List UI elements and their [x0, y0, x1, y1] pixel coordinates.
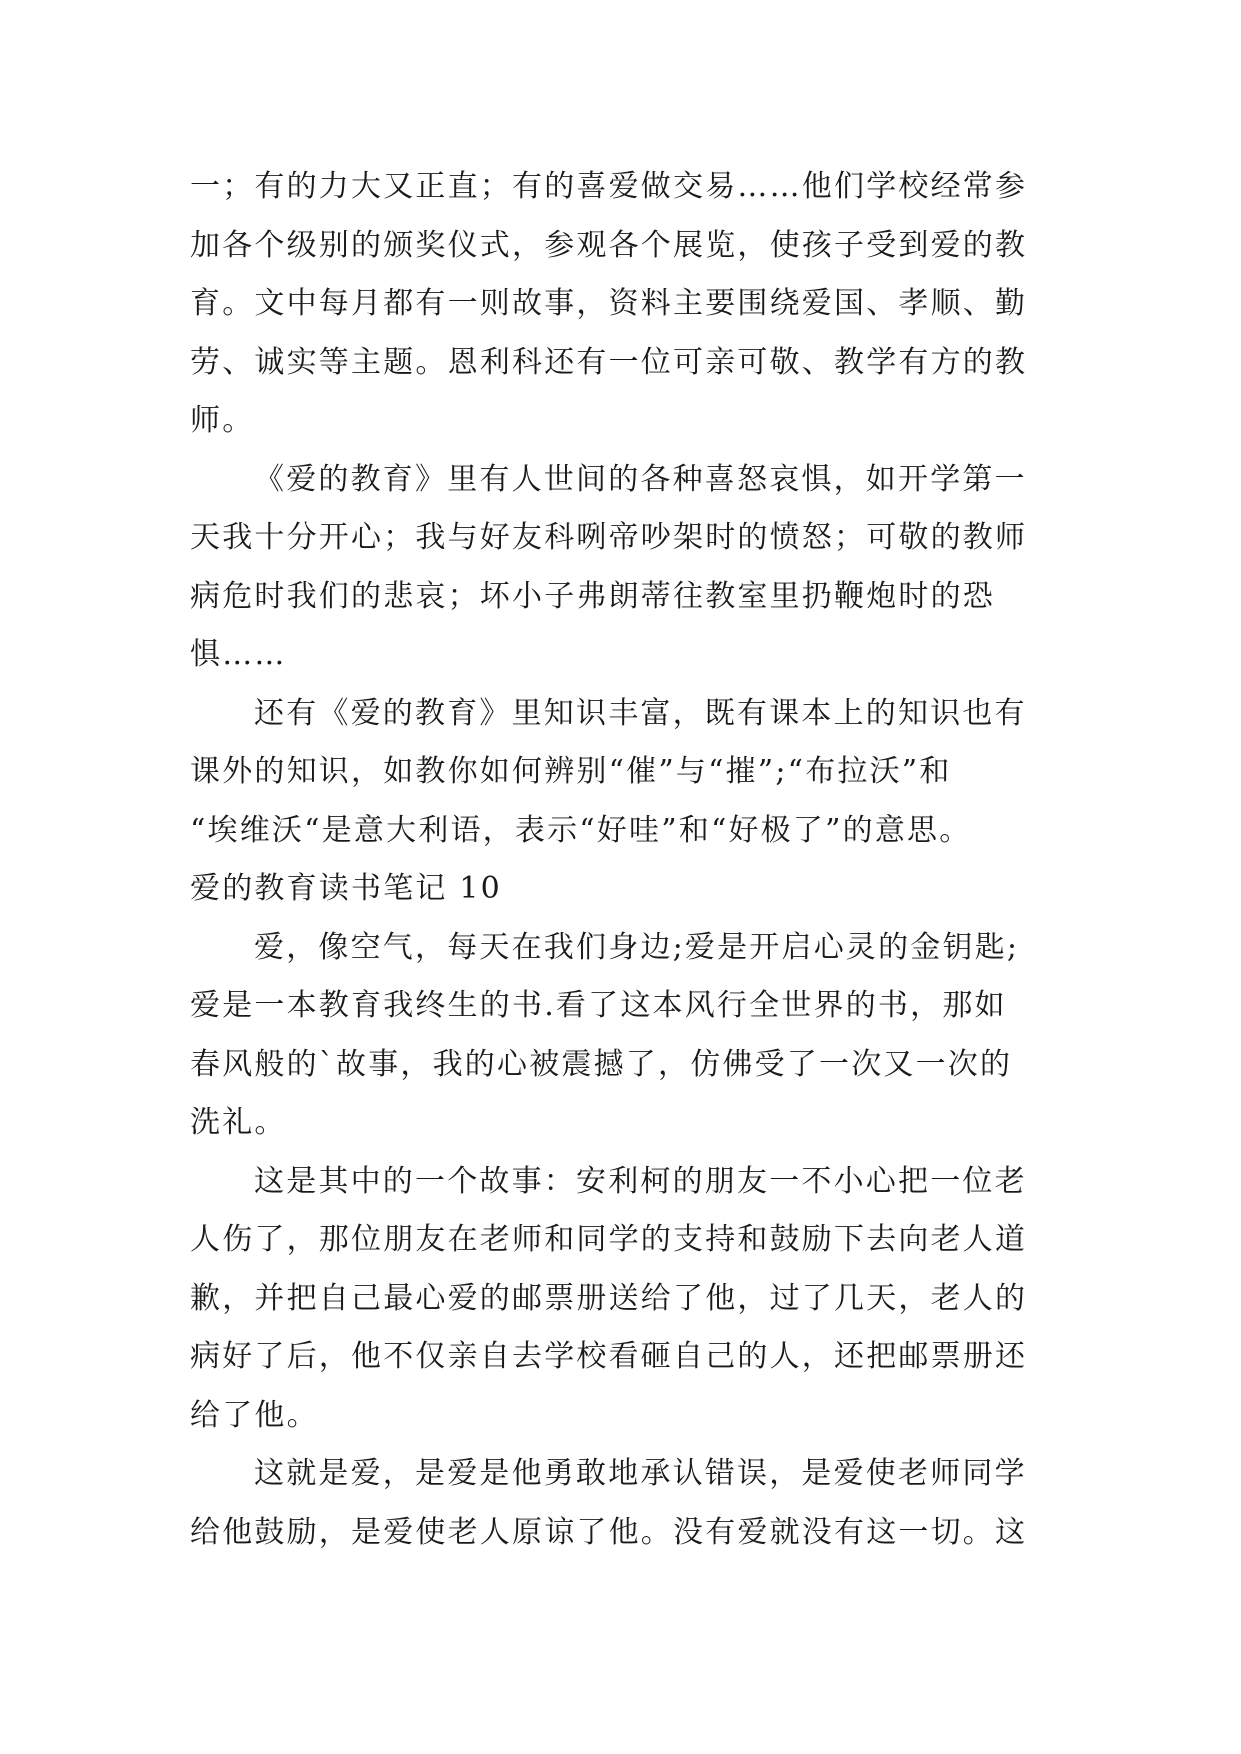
paragraph [190, 451, 1050, 685]
paragraph [190, 158, 1050, 451]
text-line: 人伤了，那位朋友在老师和同学的支持和鼓励下去向老人道 [190, 1222, 1028, 1257]
text-line: 课外的知识，如教你如何辨别“催”与“摧”;“布拉沃”和 [190, 754, 952, 789]
text-line: 病好了后，他不仅亲自去学校看砸自己的人，还把邮票册还 [190, 1339, 1028, 1374]
text-line: 《爱的教育》里有人世间的各种喜怒哀惧，如开学第一 [254, 461, 1027, 497]
paragraph [190, 1445, 1050, 1562]
paragraph [190, 1153, 1050, 1446]
heading-text: 爱的教育读书笔记 10 [190, 871, 502, 906]
text-line: 劳、诚实等主题。恩利科还有一位可亲可敬、教学有方的教 [190, 344, 1028, 380]
text-line: 这就是爱，是爱是他勇敢地承认错误，是爱使老师同学 [254, 1456, 1027, 1491]
text-line: 这是其中的一个故事：安利柯的朋友一不小心把一位老 [254, 1163, 1027, 1199]
paragraph [190, 919, 1050, 1153]
text-line: 春风般的`故事，我的心被震撼了，仿佛受了一次又一次的 [190, 1046, 1013, 1082]
text-line: “埃维沃“是意大利语，表示“好哇”和“好极了”的意思。 [190, 812, 972, 848]
section-heading [190, 860, 1050, 919]
paragraph [190, 685, 1050, 861]
text-line: 加各个级别的颁奖仪式，参观各个展览，使孩子受到爱的教 [190, 227, 1028, 263]
text-line: 师。 [190, 403, 255, 438]
text-line: 给他鼓励，是爱使老人原谅了他。没有爱就没有这一切。这 [190, 1514, 1028, 1550]
text-line: 还有《爱的教育》里知识丰富，既有课本上的知识也有 [254, 695, 1027, 731]
text-line: 天我十分开心；我与好友科咧帝吵架时的愤怒；可敬的教师 [190, 520, 1028, 555]
text-line: 一；有的力大又正直；有的喜爱做交易……他们学校经常参 [190, 169, 1028, 204]
text-line: 洗礼。 [190, 1105, 287, 1140]
text-line: 育。文中每月都有一则故事，资料主要围绕爱国、孝顺、勤 [190, 286, 1028, 321]
text-line: 给了他。 [190, 1397, 319, 1433]
text-line: 惧…… [190, 637, 287, 672]
text-line: 歉，并把自己最心爱的邮票册送给了他，过了几天，老人的 [190, 1280, 1028, 1316]
document-body [190, 158, 1050, 1562]
text-line: 爱，像空气，每天在我们身边;爱是开启心灵的金钥匙; [254, 929, 1020, 965]
text-line: 病危时我们的悲哀；坏小子弗朗蒂往教室里扔鞭炮时的恐 [190, 578, 995, 614]
text-line: 爱是一本教育我终生的书.看了这本风行全世界的书，那如 [190, 988, 1007, 1023]
